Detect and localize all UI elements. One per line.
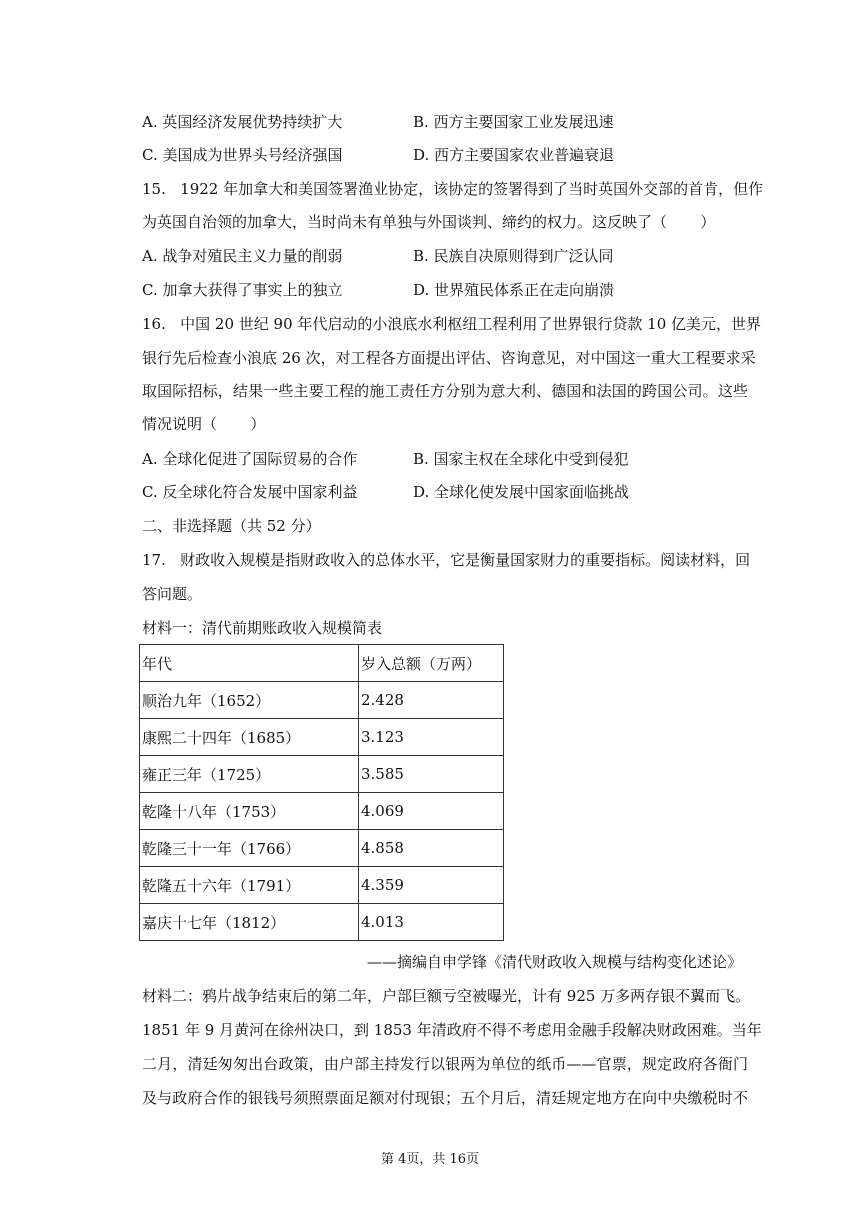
q16-stem-line-1: 16. 中国 20 世纪 90 年代启动的小浪底水利枢纽工程利用了世界银行贷款 10 亿美元，世界 — [142, 315, 762, 333]
material-1-title: 材料一：清代前期账政收入规模简表 — [142, 619, 383, 637]
table-cell-amount: 3.585 — [359, 756, 504, 793]
q15-stem-line-1: 15. 1922 年加拿大和美国签署渔业协定，该协定的签署得到了当时英国外交部的首肯，但作 — [142, 180, 764, 198]
table-header-cell: 年代 — [140, 645, 359, 682]
section-2-title: 二、非选择题（共 52 分） — [142, 517, 321, 535]
q16-stem-line-4: 情况说明（ ） — [142, 415, 266, 433]
q16-option-c: C. 反全球化符合发展中国家利益 — [142, 483, 358, 501]
material-1-source: ——摘编自申学锋《清代财政收入规模与结构变化述论》 — [366, 953, 742, 971]
material-2-line-2: 1851 年 9 月黄河在徐州决口，到 1853 年清政府不得不考虑用金融手段解决财政困难。当年 — [142, 1021, 762, 1039]
q16-option-a: A. 全球化促进了国际贸易的合作 — [142, 450, 358, 468]
q16-option-d: D. 全球化使发展中国家面临挑战 — [413, 483, 630, 501]
q15-option-a: A. 战争对殖民主义力量的削弱 — [142, 247, 343, 265]
table-row — [140, 719, 504, 756]
page-footer: 第 4页，共 16页 — [380, 1152, 480, 1167]
table-cell-amount: 4.858 — [359, 830, 504, 867]
table-cell-era: 嘉庆十七年（1812） — [140, 904, 359, 941]
q16-stem-line-2: 银行先后检查小浪底 26 次，对工程各方面提出评估、咨询意见，对中国这一重大工程要求采 — [142, 349, 756, 367]
q17-stem-line-2: 答问题。 — [142, 585, 203, 603]
q14-option-c: C. 美国成为世界头号经济强国 — [142, 146, 343, 164]
q16-stem-line-3: 取国际招标，结果一些主要工程的施工责任方分别为意大利、德国和法国的跨国公司。这些 — [142, 382, 748, 400]
q16-option-b: B. 国家主权在全球化中受到侵犯 — [413, 450, 629, 468]
q15-option-c: C. 加拿大获得了事实上的独立 — [142, 281, 343, 299]
table-row — [140, 682, 504, 719]
table-row — [140, 904, 504, 941]
table-cell-era: 雍正三年（1725） — [140, 756, 359, 793]
table-row — [140, 867, 504, 904]
material-2-line-1: 材料二：鸦片战争结束后的第二年，户部巨额亏空被曝光，计有 925 万多两存银不翼而飞。 — [142, 987, 751, 1005]
q15-option-b: B. 民族自决原则得到广泛认同 — [413, 247, 614, 265]
q14-option-b: B. 西方主要国家工业发展迅速 — [413, 113, 614, 131]
table-cell-era: 乾隆十八年（1753） — [140, 793, 359, 830]
q14-option-a: A. 英国经济发展优势持续扩大 — [142, 113, 343, 131]
table-cell-era: 乾隆三十一年（1766） — [140, 830, 359, 867]
material-2-line-3: 二月，清廷匆匆出台政策，由户部主持发行以银两为单位的纸币——官票，规定政府各衙门 — [142, 1055, 748, 1073]
q15-stem-line-2: 为英国自治领的加拿大，当时尚未有单独与外国谈判、缔约的权力。这反映了（ ） — [142, 213, 716, 231]
table-header-cell: 岁入总额（万两） — [359, 645, 504, 682]
table-row — [140, 793, 504, 830]
q17-stem-line-1: 17. 财政收入规模是指财政收入的总体水平，它是衡量国家财力的重要指标。阅读材料，回 — [142, 551, 751, 569]
table-header-row — [140, 645, 504, 682]
table-cell-era: 康熙二十四年（1685） — [140, 719, 359, 756]
table-cell-amount: 4.359 — [359, 867, 504, 904]
table-cell-era: 乾隆五十六年（1791） — [140, 867, 359, 904]
table-cell-amount: 4.069 — [359, 793, 504, 830]
revenue-table — [139, 644, 504, 941]
table-row — [140, 830, 504, 867]
q14-option-d: D. 西方主要国家农业普遍衰退 — [413, 146, 615, 164]
table-cell-era: 顺治九年（1652） — [140, 682, 359, 719]
material-2-line-4: 及与政府合作的银钱号须照票面足额对付现银；五个月后，清廷规定地方在向中央缴税时不 — [142, 1089, 748, 1107]
table-cell-amount: 4.013 — [359, 904, 504, 941]
q15-option-d: D. 世界殖民体系正在走向崩溃 — [413, 281, 615, 299]
table-cell-amount: 3.123 — [359, 719, 504, 756]
table-cell-amount: 2.428 — [359, 682, 504, 719]
table-row — [140, 756, 504, 793]
